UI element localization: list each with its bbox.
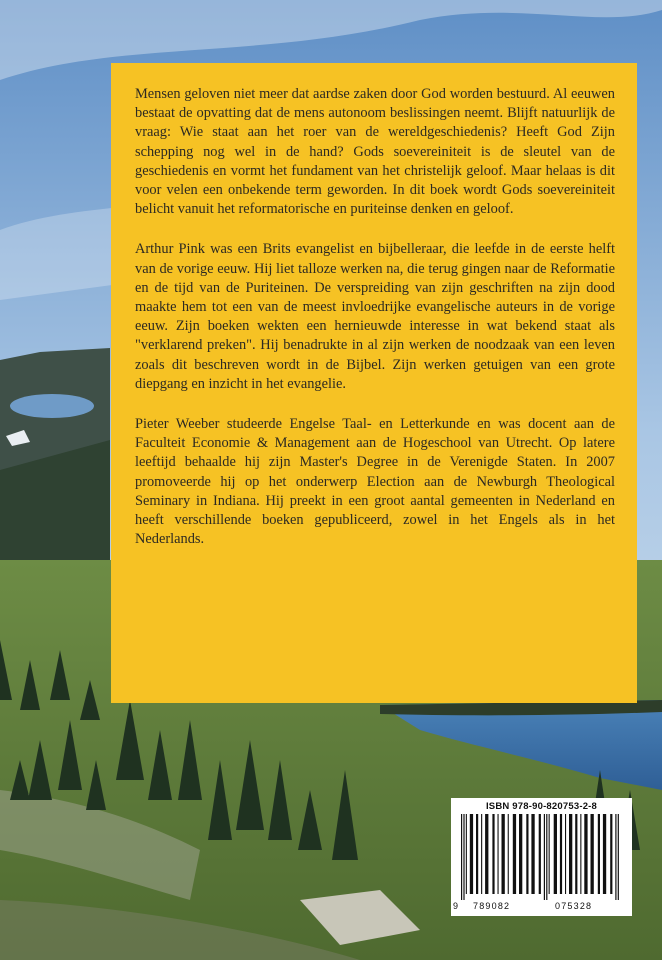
translator-bio-paragraph: Pieter Weeber studeerde Engelse Taal- en Letterkunde en was docent aan de Faculteit Economie & Management aan de Hogeschool van Utrecht. Op latere leeftijd behaalde hij zijn Master's Degree in de Verenigde Staten. In 2007 promoveerde hij op het onderwerp Election aan de Newburgh Theological Seminary in Indiana. Hij preekt in een groot aantal gemeenten in Nederland en heeft verschillende boeken gepubliceerd, zowel in het Engels als in het Nederlands. [135, 416, 615, 548]
barcode-left-digits: 789082 [473, 901, 511, 911]
barcode-bar [461, 814, 462, 900]
isbn-label: ISBN 978-90-820753-2-8 [485, 801, 598, 812]
barcode-bar [591, 814, 594, 894]
barcode-bar [610, 814, 612, 894]
barcode-bar [560, 814, 562, 894]
barcode-bar [476, 814, 478, 894]
barcode-bar [565, 814, 566, 894]
author-bio-paragraph: Arthur Pink was een Brits evangelist en bijbelleraar, die leefde in de eerste helft van de vorige eeuw. Hij liet talloze werken na, die terug gingen naar de Reformatie en de tijd van de Puriteinen. De verspreiding van zijn geschriften na zijn dood maakte hem tot een van de meest invloedrijke evangelische auteurs in de vorige eeuw. Zijn boeken wekten een hernieuwde interesse in wat bekend staat als "verklarend preken". Hij benadrukte in al zijn werken de noodzaak van een leven zoals dit beschreven wordt in de Bijbel. Zijn werken getuigen van een grote diepgang en inzicht in het evangelie. [135, 241, 615, 392]
barcode-bar [575, 814, 577, 894]
barcode-lead-digit: 9 [453, 901, 460, 911]
barcode-bar [615, 814, 616, 900]
barcode-bar [492, 814, 494, 894]
barcode-bar [544, 814, 545, 900]
barcode-bar [546, 814, 547, 900]
barcode-bar [618, 814, 619, 900]
barcode-bar [526, 814, 528, 894]
barcode-bar [539, 814, 541, 894]
barcode-bar [481, 814, 482, 894]
barcode-bar [513, 814, 516, 894]
barcode-bar [463, 814, 464, 900]
barcode-bar [485, 814, 488, 894]
barcode-bar [554, 814, 557, 894]
back-cover-text-panel [111, 63, 637, 703]
barcode-right-digits: 075328 [555, 901, 593, 911]
barcode-bar [598, 814, 600, 894]
barcode-bar [498, 814, 499, 894]
barcode-bar [466, 814, 467, 894]
barcode-bar [549, 814, 550, 894]
barcode-bar [508, 814, 509, 894]
isbn-barcode [451, 798, 632, 916]
barcode-bar [502, 814, 505, 894]
book-description-paragraph: Mensen geloven niet meer dat aardse zaken door God worden bestuurd. Al eeuwen bestaat de opvatting dat de mens autonoom beslissingen neemt. Blijft natuurlijk de vraag: Wie staat aan het roer van de wereldgeschiedenis? Heeft God Zijn schepping nog wel in de hand? Gods soevereiniteit is de sleutel van de geschiedenis en vormt het fundament van het christelijk geloof. Maar helaas is dit voor velen een onbekende term geworden. In dit boek wordt Gods soevereiniteit belicht vanuit het reformatorische en puriteinse denken en geloof. [135, 86, 615, 218]
mountain-lake [10, 394, 94, 418]
barcode-bars [459, 814, 624, 900]
barcode-bar [584, 814, 587, 894]
barcode-bar [569, 814, 572, 894]
barcode-bar [580, 814, 581, 894]
barcode-bar [470, 814, 473, 894]
barcode-bar [531, 814, 534, 894]
barcode-bar [519, 814, 522, 894]
barcode-bar [603, 814, 606, 894]
